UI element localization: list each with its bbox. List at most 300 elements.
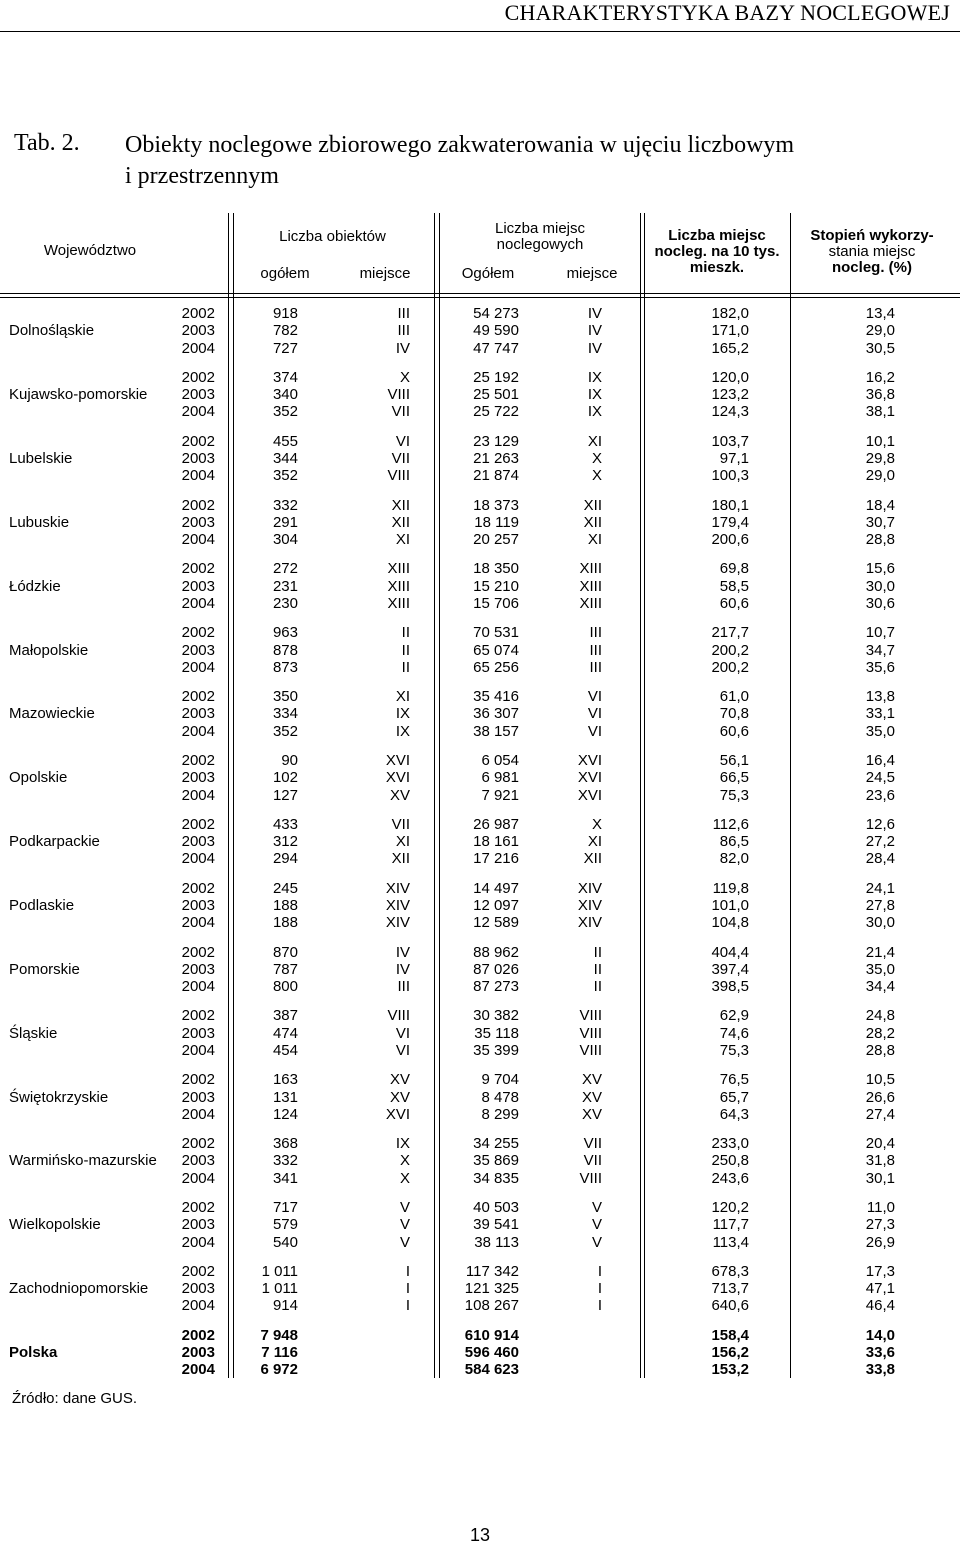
cell-usage: 38,1 <box>865 403 895 421</box>
cell-beds-total: 25 722 <box>473 403 519 421</box>
region-name: Pomorskie <box>9 960 80 978</box>
cell-per10k: 60,6 <box>719 595 749 612</box>
header-usage-1: Stopień wykorzy- <box>810 227 934 244</box>
cell-objects-rank: VII <box>391 450 410 467</box>
cell-beds-rank: XI <box>587 833 602 851</box>
cell-beds-rank: XIV <box>577 879 602 897</box>
cell-usage: 26,6 <box>865 1088 895 1106</box>
region-name: Lubelskie <box>9 450 73 467</box>
cell-objects-total: 579 <box>272 1216 298 1234</box>
cell-usage: 46,4 <box>865 1297 895 1315</box>
cell-year: 2002 <box>181 815 215 833</box>
header-beds-total: Ogółem <box>461 265 515 282</box>
cell-year: 2003 <box>181 450 215 467</box>
cell-beds-total: 49 590 <box>473 322 519 340</box>
cell-objects-rank: XII <box>391 496 410 514</box>
cell-objects-total: 188 <box>272 914 298 932</box>
cell-beds-total: 65 074 <box>473 641 519 659</box>
cell-per10k: 398,5 <box>711 978 749 996</box>
header-beds-group-2: noclegowych <box>496 236 584 253</box>
cell-beds-rank: VIII <box>579 1041 602 1059</box>
cell-objects-total: 231 <box>272 577 298 595</box>
cell-per10k: 113,4 <box>712 1233 749 1251</box>
cell-objects-rank: X <box>399 368 410 386</box>
cell-year: 2002 <box>181 1198 215 1216</box>
cell-usage: 13,8 <box>865 688 895 706</box>
cell-beds-rank: XII <box>583 513 602 531</box>
cell-objects-total: 332 <box>272 1152 298 1170</box>
cell-beds-total: 121 325 <box>464 1280 519 1298</box>
cell-usage: 28,8 <box>865 1041 895 1059</box>
cell-beds-rank: II <box>593 978 602 996</box>
cell-per10k: 678,3 <box>711 1262 749 1280</box>
cell-objects-total: 188 <box>272 896 298 914</box>
cell-usage: 12,6 <box>865 815 895 833</box>
cell-beds-total: 39 541 <box>473 1216 519 1234</box>
cell-usage: 35,0 <box>865 960 895 978</box>
cell-objects-total: 963 <box>272 624 298 642</box>
region-name: Łódzkie <box>9 577 61 595</box>
cell-usage: 34,7 <box>865 641 895 659</box>
cell-objects-total: 374 <box>272 368 298 386</box>
cell-objects-total: 474 <box>272 1024 298 1042</box>
cell-per10k: 120,0 <box>711 368 749 386</box>
cell-beds-total: 15 210 <box>473 577 519 595</box>
cell-year: 2004 <box>181 658 215 676</box>
cell-objects-total: 350 <box>272 688 298 706</box>
cell-beds-rank: VIII <box>579 1024 602 1042</box>
cell-year: 2004 <box>181 978 215 996</box>
cell-year: 2003 <box>181 1343 215 1361</box>
cell-beds-rank: I <box>597 1280 602 1298</box>
cell-per10k: 66,5 <box>719 769 749 787</box>
cell-per10k: 58,5 <box>719 577 749 595</box>
cell-year: 2003 <box>181 322 215 340</box>
cell-objects-rank: XI <box>395 688 410 706</box>
cell-usage: 27,8 <box>865 896 895 914</box>
cell-beds-total: 18 373 <box>473 496 519 514</box>
cell-year: 2003 <box>181 1024 215 1042</box>
cell-per10k: 158,4 <box>711 1326 749 1344</box>
cell-per10k: 82,0 <box>719 850 749 868</box>
cell-per10k: 104,8 <box>711 914 749 932</box>
cell-year: 2003 <box>181 641 215 659</box>
cell-usage: 30,7 <box>865 513 895 531</box>
cell-usage: 26,9 <box>865 1233 895 1251</box>
cell-usage: 30,6 <box>865 595 895 612</box>
cell-per10k: 120,2 <box>711 1198 749 1216</box>
cell-objects-total: 352 <box>272 722 298 740</box>
cell-objects-total: 245 <box>272 879 298 897</box>
header-beds-group-1: Liczba miejsc <box>494 220 586 237</box>
cell-year: 2002 <box>181 305 215 322</box>
cell-year: 2004 <box>181 850 215 868</box>
table-title <box>125 130 925 192</box>
cell-per10k: 119,8 <box>712 879 749 897</box>
cell-objects-rank: X <box>399 1152 410 1170</box>
cell-per10k: 180,1 <box>711 496 749 514</box>
header-per10k-1: Liczba miejsc <box>668 227 766 244</box>
cell-beds-rank: II <box>593 943 602 961</box>
cell-usage: 18,4 <box>865 496 895 514</box>
vertical-rule-6 <box>644 213 645 1378</box>
cell-objects-rank: VIII <box>387 386 410 404</box>
header-per10k-3: mieszk. <box>689 259 745 276</box>
cell-objects-total: 230 <box>272 595 298 612</box>
cell-usage: 27,4 <box>865 1105 895 1123</box>
vertical-rule-3 <box>434 213 435 1378</box>
cell-objects-total: 782 <box>272 322 298 340</box>
cell-usage: 30,5 <box>865 339 895 357</box>
vertical-rule-1 <box>228 213 229 1378</box>
cell-year: 2002 <box>181 368 215 386</box>
cell-objects-rank: XVI <box>385 751 410 769</box>
cell-beds-total: 117 342 <box>465 1262 519 1280</box>
cell-objects-total: 1 011 <box>261 1262 298 1280</box>
cell-beds-total: 34 835 <box>473 1169 519 1187</box>
cell-objects-rank: VII <box>391 403 410 421</box>
cell-objects-total: 163 <box>272 1071 298 1089</box>
cell-usage: 10,5 <box>865 1071 895 1089</box>
cell-per10k: 200,2 <box>711 658 749 676</box>
cell-objects-total: 870 <box>272 943 298 961</box>
cell-usage: 30,0 <box>865 914 895 932</box>
cell-beds-rank: VIII <box>579 1007 602 1025</box>
cell-year: 2002 <box>181 1262 215 1280</box>
cell-objects-total: 352 <box>272 467 298 485</box>
region-name: Lubuskie <box>9 513 70 531</box>
cell-beds-total: 26 987 <box>473 815 519 833</box>
cell-usage: 27,3 <box>865 1216 895 1234</box>
cell-objects-total: 90 <box>281 751 298 769</box>
cell-beds-rank: IX <box>587 386 602 404</box>
cell-objects-rank: III <box>397 322 410 340</box>
cell-per10k: 74,6 <box>719 1024 749 1042</box>
cell-year: 2004 <box>181 786 215 804</box>
region-name: Świętokrzyskie <box>9 1088 109 1106</box>
cell-objects-rank: VI <box>395 432 410 450</box>
cell-beds-rank: V <box>591 1198 602 1216</box>
cell-objects-total: 102 <box>272 769 298 787</box>
cell-year: 2004 <box>181 403 215 421</box>
cell-usage: 21,4 <box>865 943 895 961</box>
cell-year: 2003 <box>181 577 215 595</box>
cell-beds-total: 23 129 <box>473 432 519 450</box>
cell-year: 2003 <box>181 769 215 787</box>
cell-objects-rank: XV <box>389 786 410 804</box>
cell-objects-rank: IX <box>395 722 410 740</box>
cell-per10k: 404,4 <box>711 943 749 961</box>
cell-per10k: 97,1 <box>719 450 749 467</box>
cell-per10k: 217,7 <box>711 624 749 642</box>
cell-beds-rank: XV <box>581 1088 602 1106</box>
cell-beds-rank: XIII <box>579 560 602 578</box>
cell-objects-total: 7 948 <box>260 1326 298 1344</box>
cell-usage: 29,0 <box>865 467 895 485</box>
cell-beds-rank: XV <box>581 1071 602 1089</box>
cell-usage: 29,0 <box>865 322 895 340</box>
cell-beds-rank: XVI <box>577 786 602 804</box>
cell-objects-total: 304 <box>272 531 298 549</box>
cell-usage: 20,4 <box>865 1135 895 1153</box>
cell-usage: 31,8 <box>865 1152 895 1170</box>
cell-usage: 16,2 <box>865 368 895 386</box>
cell-beds-total: 30 382 <box>473 1007 519 1025</box>
cell-year: 2004 <box>181 1041 215 1059</box>
cell-usage: 27,2 <box>865 833 895 851</box>
cell-objects-total: 6 972 <box>260 1361 298 1379</box>
cell-beds-total: 6 054 <box>481 751 519 769</box>
header-bottom-rule-1 <box>0 293 960 294</box>
cell-per10k: 69,8 <box>719 560 749 578</box>
cell-beds-total: 21 263 <box>473 450 519 467</box>
region-name: Mazowieckie <box>9 705 95 723</box>
cell-objects-rank: I <box>405 1262 410 1280</box>
cell-per10k: 233,0 <box>711 1135 749 1153</box>
cell-year: 2003 <box>181 1216 215 1234</box>
cell-year: 2002 <box>181 560 215 578</box>
cell-per10k: 100,3 <box>711 467 749 485</box>
cell-year: 2002 <box>181 1071 215 1089</box>
cell-objects-total: 1 011 <box>261 1280 298 1298</box>
cell-year: 2004 <box>181 722 215 740</box>
vertical-rule-7 <box>790 213 791 1378</box>
cell-year: 2002 <box>181 624 215 642</box>
region-name: Podkarpackie <box>9 833 100 851</box>
cell-objects-rank: IX <box>395 1135 410 1153</box>
cell-beds-total: 596 460 <box>464 1343 519 1361</box>
region-name: Dolnośląskie <box>9 322 95 340</box>
cell-usage: 29,8 <box>865 450 895 467</box>
cell-beds-total: 6 981 <box>481 769 519 787</box>
cell-usage: 30,0 <box>865 577 895 595</box>
cell-beds-total: 25 501 <box>473 386 519 404</box>
cell-beds-total: 20 257 <box>473 531 519 549</box>
region-name: Warmińsko-mazurskie <box>9 1152 157 1170</box>
cell-beds-total: 38 157 <box>473 722 519 740</box>
cell-beds-rank: II <box>593 960 602 978</box>
cell-objects-total: 454 <box>272 1041 298 1059</box>
cell-beds-total: 25 192 <box>473 368 519 386</box>
cell-beds-rank: XVI <box>577 751 602 769</box>
cell-year: 2003 <box>181 386 215 404</box>
cell-per10k: 165,2 <box>711 339 749 357</box>
header-objects-rank: miejsce <box>359 265 411 282</box>
cell-beds-rank: X <box>591 467 602 485</box>
cell-per10k: 103,7 <box>711 432 749 450</box>
cell-beds-rank: VI <box>587 705 602 723</box>
cell-beds-total: 610 914 <box>464 1326 519 1344</box>
cell-year: 2004 <box>181 1297 215 1315</box>
cell-beds-rank: I <box>597 1297 602 1315</box>
cell-per10k: 117,7 <box>712 1216 749 1234</box>
cell-objects-rank: XI <box>395 531 410 549</box>
cell-per10k: 156,2 <box>711 1343 749 1361</box>
cell-objects-rank: II <box>401 658 410 676</box>
cell-usage: 33,1 <box>865 705 895 723</box>
cell-objects-rank: I <box>405 1280 410 1298</box>
cell-year: 2004 <box>181 1169 215 1187</box>
cell-per10k: 86,5 <box>719 833 749 851</box>
cell-usage: 15,6 <box>865 560 895 578</box>
region-name: Śląskie <box>9 1024 58 1042</box>
cell-per10k: 64,3 <box>719 1105 749 1123</box>
cell-objects-rank: III <box>397 978 410 996</box>
header-beds-rank: miejsce <box>566 265 618 282</box>
cell-beds-rank: III <box>589 658 602 676</box>
cell-usage: 24,1 <box>865 879 895 897</box>
cell-objects-rank: XIII <box>387 577 410 595</box>
cell-beds-total: 34 255 <box>473 1135 519 1153</box>
cell-year: 2004 <box>181 531 215 549</box>
cell-objects-total: 873 <box>272 658 298 676</box>
cell-beds-total: 35 869 <box>473 1152 519 1170</box>
cell-objects-total: 878 <box>272 641 298 659</box>
cell-beds-rank: XVI <box>577 769 602 787</box>
cell-per10k: 171,0 <box>711 322 749 340</box>
cell-objects-rank: II <box>401 624 410 642</box>
cell-year: 2002 <box>181 496 215 514</box>
cell-objects-total: 455 <box>272 432 298 450</box>
region-name: Małopolskie <box>9 641 89 659</box>
cell-objects-total: 433 <box>272 815 298 833</box>
cell-beds-total: 12 589 <box>473 914 519 932</box>
cell-per10k: 200,2 <box>711 641 749 659</box>
cell-objects-total: 124 <box>272 1105 298 1123</box>
cell-year: 2004 <box>181 339 215 357</box>
cell-usage: 10,7 <box>865 624 895 642</box>
cell-per10k: 243,6 <box>711 1169 749 1187</box>
cell-objects-total: 7 116 <box>261 1343 298 1361</box>
cell-usage: 47,1 <box>865 1280 895 1298</box>
cell-year: 2004 <box>181 1361 215 1379</box>
cell-beds-total: 584 623 <box>464 1361 519 1379</box>
region-name: Wielkopolskie <box>9 1216 101 1234</box>
header-per10k-2: nocleg. na 10 tys. <box>654 243 780 260</box>
cell-objects-total: 334 <box>272 705 298 723</box>
cell-objects-total: 341 <box>272 1169 298 1187</box>
cell-beds-total: 7 921 <box>481 786 519 804</box>
cell-year: 2004 <box>181 1105 215 1123</box>
cell-objects-total: 312 <box>272 833 298 851</box>
header-objects-group: Liczba obiektów <box>279 228 386 245</box>
cell-year: 2002 <box>181 1326 215 1344</box>
cell-usage: 24,5 <box>865 769 895 787</box>
cell-objects-rank: IV <box>395 960 410 978</box>
cell-objects-rank: IV <box>395 943 410 961</box>
cell-usage: 10,1 <box>865 432 895 450</box>
cell-per10k: 61,0 <box>719 688 749 706</box>
cell-year: 2002 <box>181 432 215 450</box>
region-name: Podlaskie <box>9 896 75 914</box>
table-title-line-2: i przestrzennym <box>125 163 279 189</box>
cell-objects-rank: XV <box>389 1071 410 1089</box>
cell-beds-rank: XII <box>583 850 602 868</box>
cell-usage: 28,8 <box>865 531 895 549</box>
region-name: Zachodniopomorskie <box>9 1280 149 1298</box>
cell-year: 2002 <box>181 751 215 769</box>
cell-objects-total: 800 <box>272 978 298 996</box>
cell-usage: 17,3 <box>865 1262 895 1280</box>
cell-objects-total: 291 <box>272 513 298 531</box>
cell-year: 2002 <box>181 1135 215 1153</box>
cell-usage: 36,8 <box>865 386 895 404</box>
cell-beds-total: 8 478 <box>481 1088 519 1106</box>
cell-objects-rank: IV <box>395 339 410 357</box>
cell-year: 2002 <box>181 1007 215 1025</box>
page-number: 13 <box>469 1525 491 1545</box>
cell-beds-rank: XIV <box>577 896 602 914</box>
cell-objects-total: 332 <box>272 496 298 514</box>
cell-beds-total: 18 161 <box>473 833 519 851</box>
cell-beds-total: 54 273 <box>473 305 519 322</box>
cell-usage: 14,0 <box>865 1326 895 1344</box>
cell-year: 2003 <box>181 833 215 851</box>
cell-usage: 35,0 <box>865 722 895 740</box>
cell-beds-total: 87 026 <box>473 960 519 978</box>
cell-objects-rank: VI <box>395 1024 410 1042</box>
cell-per10k: 101,0 <box>711 896 749 914</box>
cell-per10k: 250,8 <box>711 1152 749 1170</box>
cell-beds-rank: V <box>591 1233 602 1251</box>
cell-beds-total: 70 531 <box>473 624 519 642</box>
cell-per10k: 75,3 <box>719 1041 749 1059</box>
vertical-rule-5 <box>640 213 641 1378</box>
cell-beds-rank: IV <box>587 305 602 322</box>
cell-beds-rank: XIV <box>577 914 602 932</box>
cell-per10k: 56,1 <box>719 751 749 769</box>
cell-year: 2002 <box>181 688 215 706</box>
cell-year: 2004 <box>181 595 215 612</box>
running-header-title: CHARAKTERYSTYKA BAZY NOCLEGOWEJ <box>504 0 950 25</box>
cell-beds-total: 21 874 <box>473 467 519 485</box>
cell-per10k: 182,0 <box>711 305 749 322</box>
cell-year: 2003 <box>181 705 215 723</box>
table-title-line-1: Obiekty noclegowe zbiorowego zakwaterowania w ujęciu liczbowym <box>125 132 795 158</box>
cell-year: 2003 <box>181 896 215 914</box>
cell-objects-total: 387 <box>272 1007 298 1025</box>
cell-objects-rank: XIII <box>387 595 410 612</box>
cell-beds-total: 38 113 <box>474 1233 519 1251</box>
cell-beds-rank: IV <box>587 322 602 340</box>
cell-beds-total: 15 706 <box>473 595 519 612</box>
cell-objects-total: 540 <box>272 1233 298 1251</box>
cell-objects-total: 914 <box>272 1297 298 1315</box>
cell-objects-rank: IX <box>395 705 410 723</box>
cell-beds-total: 18 119 <box>474 513 519 531</box>
cell-objects-rank: X <box>399 1169 410 1187</box>
cell-objects-rank: XII <box>391 850 410 868</box>
cell-objects-total: 294 <box>272 850 298 868</box>
cell-beds-rank: IX <box>587 403 602 421</box>
cell-objects-rank: XIII <box>387 560 410 578</box>
cell-usage: 11,0 <box>866 1198 895 1216</box>
cell-objects-total: 352 <box>272 403 298 421</box>
cell-beds-rank: X <box>591 450 602 467</box>
cell-beds-rank: I <box>597 1262 602 1280</box>
cell-year: 2002 <box>181 943 215 961</box>
cell-year: 2003 <box>181 960 215 978</box>
cell-usage: 23,6 <box>865 786 895 804</box>
cell-usage: 13,4 <box>865 305 895 322</box>
cell-usage: 24,8 <box>865 1007 895 1025</box>
cell-beds-total: 35 118 <box>474 1024 519 1042</box>
header-usage-2: stania miejsc <box>828 243 916 260</box>
header-bottom-rule-2 <box>0 297 960 298</box>
header-rule <box>0 31 960 32</box>
header-usage-3: nocleg. (%) <box>831 259 912 276</box>
cell-objects-rank: II <box>401 641 410 659</box>
